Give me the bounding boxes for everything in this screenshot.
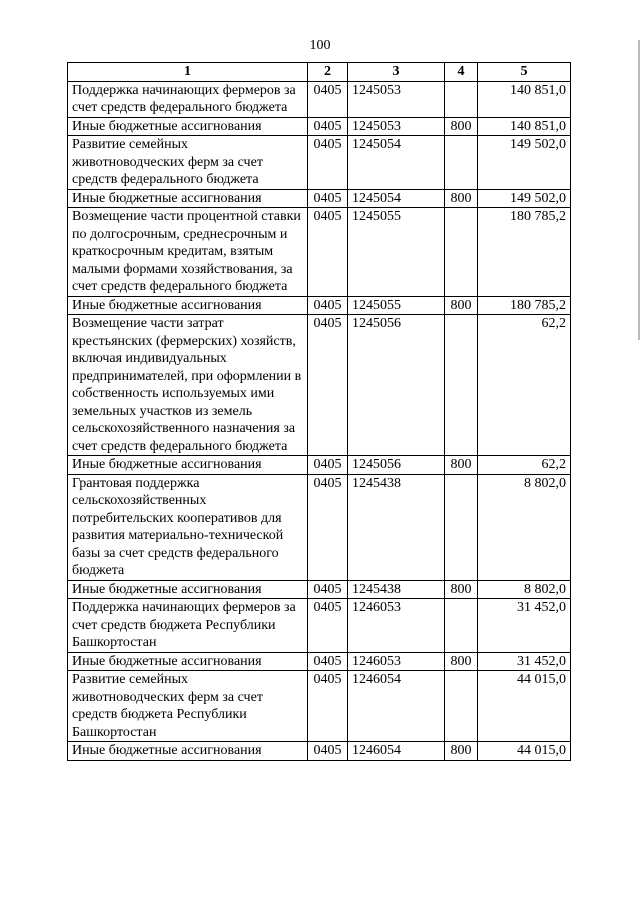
table-row	[68, 189, 571, 208]
row-amount-cell: 8 802,0	[478, 474, 571, 580]
table-row	[68, 208, 571, 297]
row-type-cell: 800	[445, 189, 478, 208]
header-col-1: 1	[68, 63, 308, 82]
row-target-cell: 1245056	[348, 315, 445, 456]
row-amount-cell: 31 452,0	[478, 652, 571, 671]
row-type-cell: 800	[445, 296, 478, 315]
table-row	[68, 599, 571, 653]
row-amount-cell: 44 015,0	[478, 742, 571, 761]
row-target-cell: 1245438	[348, 580, 445, 599]
budget-table	[67, 62, 571, 761]
row-name-cell: Иные бюджетные ассигнования	[68, 117, 308, 136]
table-row	[68, 296, 571, 315]
row-target-cell: 1245055	[348, 208, 445, 297]
row-name-cell: Иные бюджетные ассигнования	[68, 296, 308, 315]
row-type-cell	[445, 599, 478, 653]
row-section-cell: 0405	[308, 742, 348, 761]
row-type-cell: 800	[445, 580, 478, 599]
table-row	[68, 474, 571, 580]
row-section-cell: 0405	[308, 456, 348, 475]
table-row	[68, 652, 571, 671]
table-row	[68, 456, 571, 475]
header-col-3: 3	[348, 63, 445, 82]
row-name-cell: Иные бюджетные ассигнования	[68, 189, 308, 208]
table-row	[68, 742, 571, 761]
row-target-cell: 1246054	[348, 671, 445, 742]
row-amount-cell: 149 502,0	[478, 136, 571, 190]
row-section-cell: 0405	[308, 208, 348, 297]
row-section-cell: 0405	[308, 671, 348, 742]
row-name-cell: Поддержка начинающих фермеров за счет средств федерального бюджета	[68, 81, 308, 117]
row-type-cell: 800	[445, 456, 478, 475]
row-type-cell	[445, 671, 478, 742]
row-amount-cell: 180 785,2	[478, 296, 571, 315]
row-name-cell: Иные бюджетные ассигнования	[68, 742, 308, 761]
row-name-cell: Грантовая поддержка сельскохозяйственных потребительских кооперативов для развития материально-технической базы за счет средств федерального бюджета	[68, 474, 308, 580]
row-name-cell: Возмещение части процентной ставки по долгосрочным, среднесрочным и краткосрочным кредитам, взятым малыми формами хозяйствования, за счет средств федерального бюджета	[68, 208, 308, 297]
row-section-cell: 0405	[308, 652, 348, 671]
table-row	[68, 580, 571, 599]
row-type-cell: 800	[445, 117, 478, 136]
row-section-cell: 0405	[308, 599, 348, 653]
row-amount-cell: 44 015,0	[478, 671, 571, 742]
row-target-cell: 1245054	[348, 136, 445, 190]
row-target-cell: 1245053	[348, 117, 445, 136]
row-target-cell: 1246053	[348, 652, 445, 671]
row-section-cell: 0405	[308, 81, 348, 117]
row-section-cell: 0405	[308, 189, 348, 208]
table-body	[68, 81, 571, 760]
header-col-5: 5	[478, 63, 571, 82]
row-amount-cell: 31 452,0	[478, 599, 571, 653]
row-name-cell: Возмещение части затрат крестьянских (фермерских) хозяйств, включая индивидуальных предпринимателей, при оформлении в собственность используемых ими земельных участков из земель сельскохозяйственного назначения за счет средств федерального бюджета	[68, 315, 308, 456]
row-amount-cell: 8 802,0	[478, 580, 571, 599]
row-amount-cell: 149 502,0	[478, 189, 571, 208]
row-name-cell: Иные бюджетные ассигнования	[68, 456, 308, 475]
row-type-cell	[445, 136, 478, 190]
table-row	[68, 81, 571, 117]
row-name-cell: Поддержка начинающих фермеров за счет средств бюджета Республики Башкортостан	[68, 599, 308, 653]
row-section-cell: 0405	[308, 296, 348, 315]
row-target-cell: 1245438	[348, 474, 445, 580]
row-amount-cell: 140 851,0	[478, 117, 571, 136]
row-target-cell: 1245054	[348, 189, 445, 208]
row-section-cell: 0405	[308, 136, 348, 190]
table-row	[68, 315, 571, 456]
table-row	[68, 671, 571, 742]
row-section-cell: 0405	[308, 474, 348, 580]
row-section-cell: 0405	[308, 117, 348, 136]
row-name-cell: Развитие семейных животноводческих ферм за счет средств бюджета Республики Башкортостан	[68, 671, 308, 742]
row-section-cell: 0405	[308, 580, 348, 599]
row-section-cell: 0405	[308, 315, 348, 456]
row-target-cell: 1246053	[348, 599, 445, 653]
row-type-cell	[445, 474, 478, 580]
table-row	[68, 117, 571, 136]
header-col-2: 2	[308, 63, 348, 82]
table-row	[68, 136, 571, 190]
row-type-cell: 800	[445, 742, 478, 761]
row-amount-cell: 62,2	[478, 456, 571, 475]
row-target-cell: 1246054	[348, 742, 445, 761]
row-amount-cell: 62,2	[478, 315, 571, 456]
row-target-cell: 1245056	[348, 456, 445, 475]
row-target-cell: 1245055	[348, 296, 445, 315]
row-target-cell: 1245053	[348, 81, 445, 117]
row-amount-cell: 180 785,2	[478, 208, 571, 297]
page-number: 100	[309, 38, 331, 53]
header-row	[68, 63, 571, 82]
header-col-4: 4	[445, 63, 478, 82]
row-type-cell	[445, 81, 478, 117]
row-type-cell: 800	[445, 652, 478, 671]
row-type-cell	[445, 208, 478, 297]
row-name-cell: Иные бюджетные ассигнования	[68, 580, 308, 599]
row-name-cell: Иные бюджетные ассигнования	[68, 652, 308, 671]
row-amount-cell: 140 851,0	[478, 81, 571, 117]
row-name-cell: Развитие семейных животноводческих ферм за счет средств федерального бюджета	[68, 136, 308, 190]
row-type-cell	[445, 315, 478, 456]
